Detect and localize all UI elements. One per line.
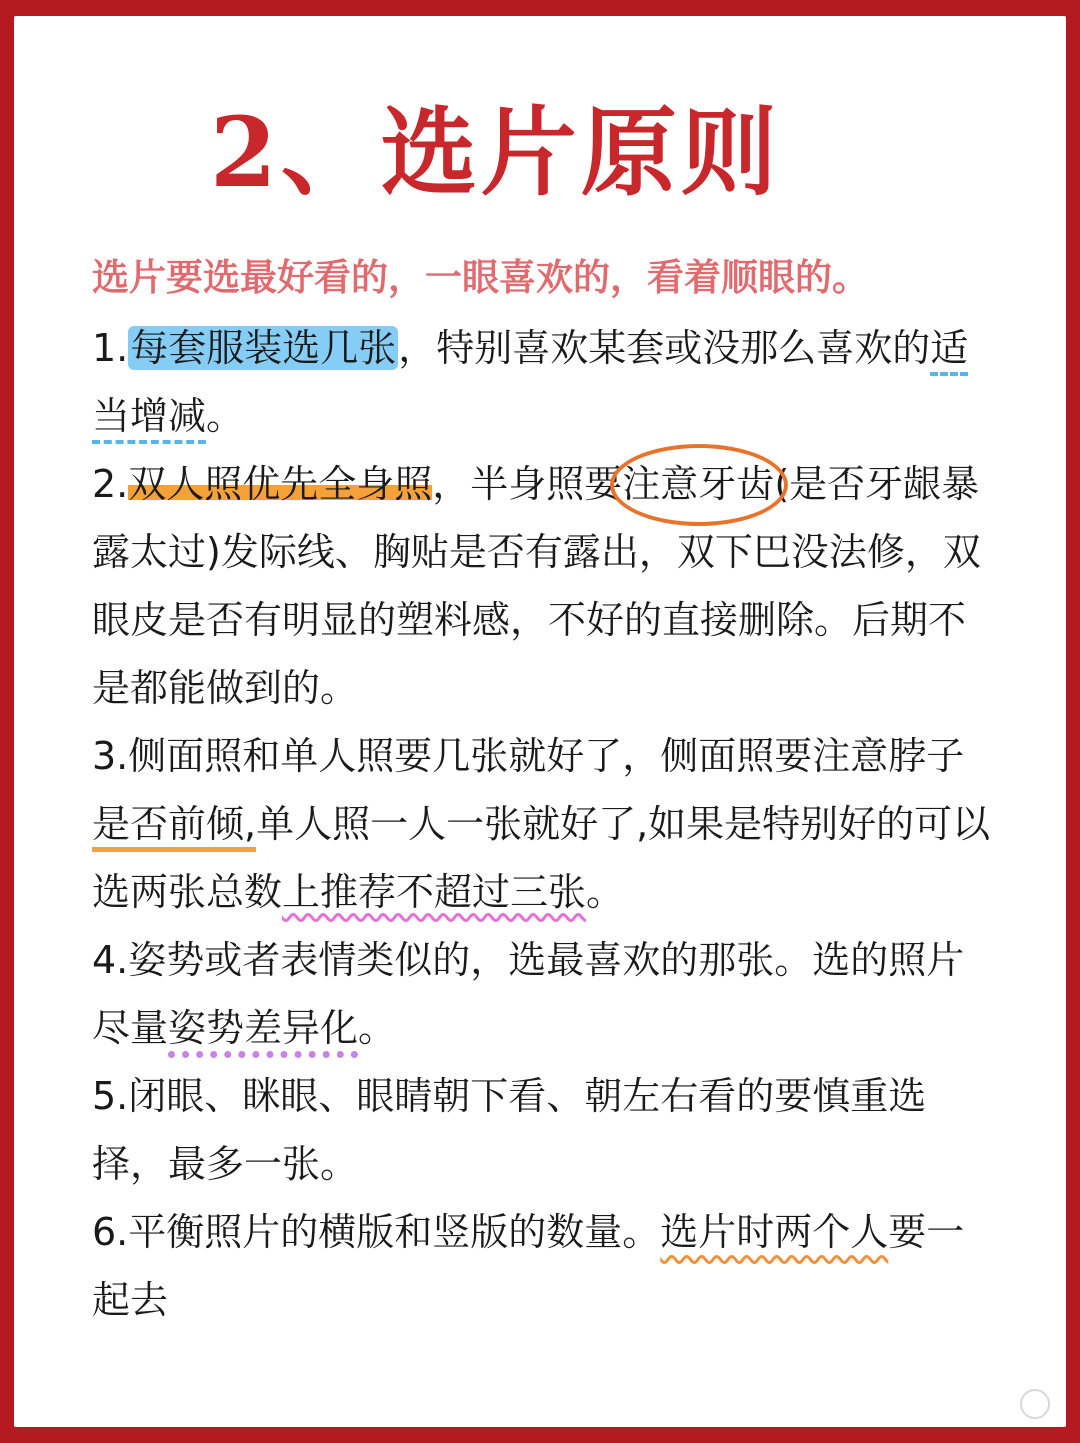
wavy-underlined-text: 上推荐不超过三张 xyxy=(282,870,587,914)
list-item xyxy=(92,314,992,450)
list-item xyxy=(92,450,992,722)
underlined-text: 是否前倾, xyxy=(92,802,256,852)
dotted-underlined-text: 姿势差异化 xyxy=(168,1006,359,1050)
item-text: 4.姿势或者表情类似的，选最喜欢的那张。选的照片尽量 xyxy=(92,938,965,1050)
wavy-underlined-text: 选片时两个人 xyxy=(660,1210,889,1254)
watermark-icon xyxy=(1020,1389,1050,1419)
item-text: (是否牙龈暴露太过)发际线、胸贴是否有露出，双下巴没法修，双眼皮是否有明显的塑料感，不好的直接删除。后期不是都能做到的。 xyxy=(92,462,981,710)
list-item xyxy=(92,1062,992,1198)
item-text: 。 xyxy=(358,1006,397,1050)
item-text: 1. xyxy=(92,326,129,370)
item-text: ，特别喜欢某套或没那么喜欢的 xyxy=(398,326,931,370)
item-text: 6.平衡照片的横版和竖版的数量。 xyxy=(92,1210,661,1254)
highlight-text: 双人照优先全身照 xyxy=(128,462,433,506)
item-text: 。 xyxy=(586,870,625,914)
page-title: 2、选片原则 xyxy=(210,96,781,209)
item-text: 5.闭眼、眯眼、眼睛朝下看、朝左右看的要慎重选择，最多一张。 xyxy=(92,1074,927,1186)
item-text: 要一起去 xyxy=(92,1210,965,1322)
item-text: ，半身照要 xyxy=(432,462,623,506)
underlined-text: 适当增减 xyxy=(92,326,968,444)
circled-text: 注意牙齿 xyxy=(622,450,774,518)
highlight-text: 每套服装选几张 xyxy=(130,326,397,370)
item-text: 3.侧面照和单人照要几张就好了，侧面照要注意脖子 xyxy=(92,734,965,778)
list-item xyxy=(92,1198,992,1334)
item-text: 单人照一人一张就好了,如果是特别好的可以选两张总数 xyxy=(92,802,991,914)
subtitle: 选片要选最好看的，一眼喜欢的，看着顺眼的。 xyxy=(92,256,869,299)
list-item xyxy=(92,926,992,1062)
item-text: 2. xyxy=(92,462,129,506)
principles-list xyxy=(92,314,992,1334)
item-text: 。 xyxy=(206,394,245,438)
list-item xyxy=(92,722,992,926)
